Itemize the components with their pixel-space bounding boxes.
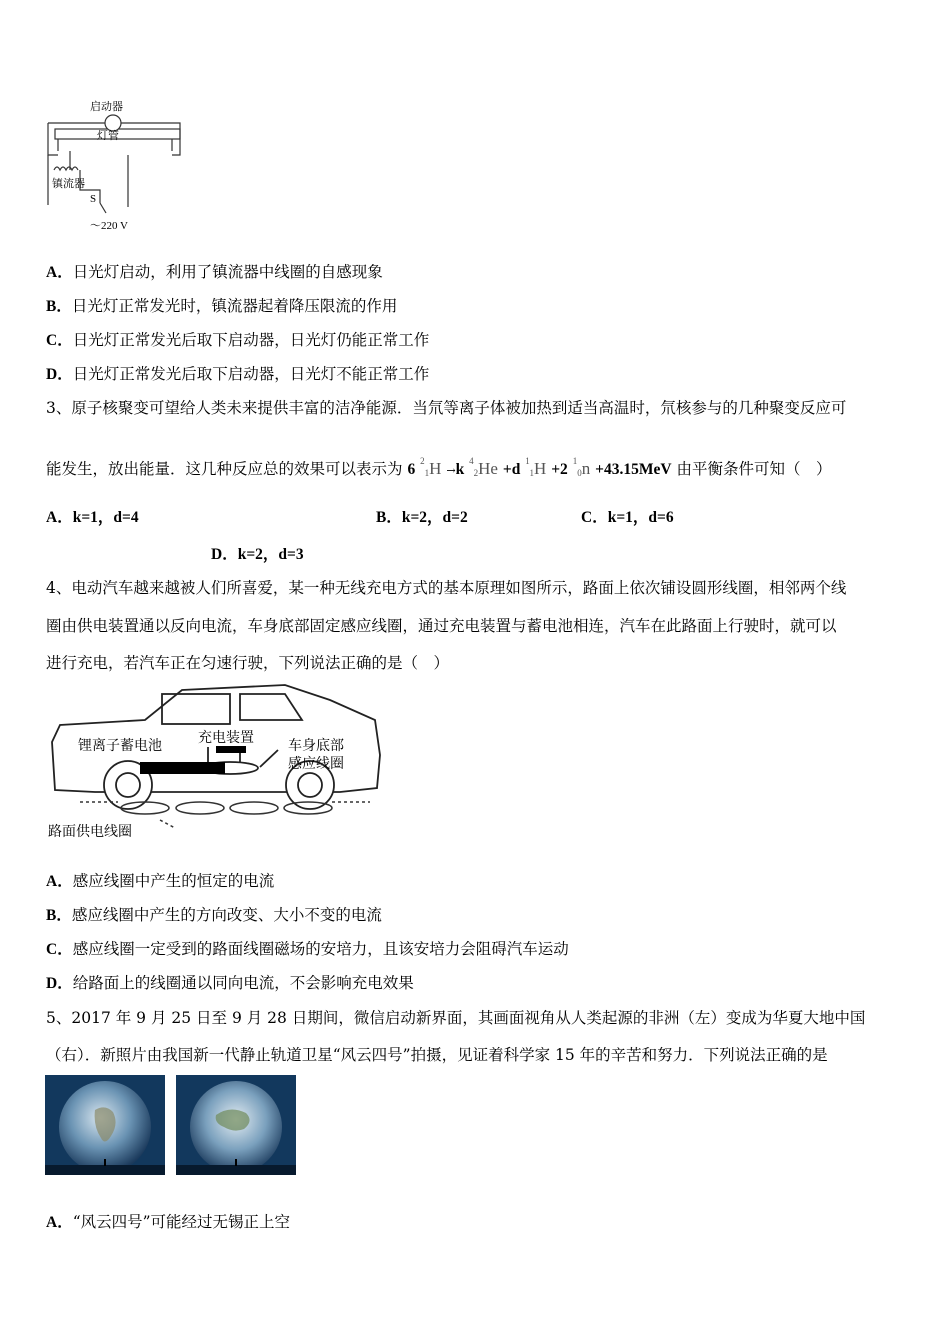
nuclide-h1: $^1$1H: [525, 456, 547, 478]
switch-label: S: [90, 193, 97, 205]
earth-china-svg: [176, 1075, 296, 1175]
q4-option-a: A．感应线圈中产生的恒定的电流: [46, 872, 275, 890]
q3-option-c: C．k=1，d=6: [581, 509, 674, 526]
starter-label: 启动器: [90, 100, 123, 113]
q4-option-c: C．感应线圈一定受到的路面线圈磁场的安培力，且该安培力会阻碍汽车运动: [46, 940, 569, 958]
battery-label: 锂离子蓄电池: [78, 738, 162, 754]
q3-stem-line2: 能发生，放出能量．这几种反应总的效果可以表示为 6 $^2$1H →k $^4$2He +d $^1$1H +2 $^1$0n +43.15MeV 由平衡条件可知（ ）: [46, 456, 832, 478]
q4-option-b: B．感应线圈中产生的方向改变、大小不变的电流: [46, 906, 382, 924]
q4-option-d: D．给路面上的线圈通以同向电流，不会影响充电效果: [46, 974, 414, 992]
q3-option-a: A．k=1，d=4: [46, 509, 139, 526]
q2-option-c: C．日光灯正常发光后取下启动器，日光灯仍能正常工作: [46, 331, 430, 349]
q3-option-d: D．k=2，d=3: [211, 546, 304, 563]
q5-option-a: A．“风云四号”可能经过无锡正上空: [46, 1213, 291, 1231]
q5-stem-line2: （右）．新照片由我国新一代静止轨道卫星“风云四号”拍摄，见证着科学家 15 年的辛苦和努力．下列说法正确的是: [46, 1046, 828, 1064]
circuit-diagram: [40, 95, 190, 235]
earth-image-china: [176, 1075, 296, 1175]
earth-africa-svg: [45, 1075, 165, 1175]
nuclide-he4: $^4$2He: [469, 456, 498, 478]
coil-label-line1: 车身底部: [288, 738, 344, 754]
nuclide-h2: $^2$1H: [420, 456, 442, 478]
q3-stem-line1: 3、原子核聚变可望给人类未来提供丰富的洁净能源．当氘等离子体被加热到适当高温时，氘核参与的几种聚变反应可: [46, 399, 847, 417]
fluorescent-lamp-circuit-figure: [40, 95, 190, 235]
ballast-label: 镇流器: [52, 177, 85, 190]
tube-label: 灯管: [97, 129, 119, 142]
q2-option-a: A．日光灯启动，利用了镇流器中线圈的自感现象: [46, 263, 383, 281]
car-diagram: [40, 680, 400, 845]
voltage-label: ～220 V: [90, 220, 128, 232]
coil-label-line2: 感应线圈: [288, 756, 344, 772]
q4-stem-line3: 进行充电，若汽车正在匀速行驶，下列说法正确的是（ ）: [46, 654, 450, 672]
battery-shape: [140, 762, 225, 774]
q2-option-b: B．日光灯正常发光时，镇流器起着降压限流的作用: [46, 297, 398, 315]
road-coil-label: 路面供电线圈: [48, 824, 132, 840]
charger-shape: [216, 746, 246, 753]
nuclide-n: $^1$0n: [572, 456, 591, 478]
q4-stem-line1: 4、电动汽车越来越被人们所喜爱，某一种无线充电方式的基本原理如图所示，路面上依次铺设圆形线圈，相邻两个线: [46, 579, 847, 597]
earth-image-africa: [45, 1075, 165, 1175]
q2-option-d: D．日光灯正常发光后取下启动器，日光灯不能正常工作: [46, 365, 430, 383]
q3-option-b: B．k=2，d=2: [376, 509, 468, 526]
charger-label: 充电装置: [198, 730, 254, 746]
q4-stem-line2: 圈由供电装置通以反向电流，车身底部固定感应线圈，通过充电装置与蓄电池相连，汽车在此路面上行驶时，就可以: [46, 617, 837, 635]
q5-stem-line1: 5、2017 年 9 月 25 日至 9 月 28 日期间，微信启动新界面，其画面视角从人类起源的非洲（左）变成为华夏大地中国: [46, 1009, 866, 1027]
wireless-charging-car-figure: [40, 680, 400, 845]
